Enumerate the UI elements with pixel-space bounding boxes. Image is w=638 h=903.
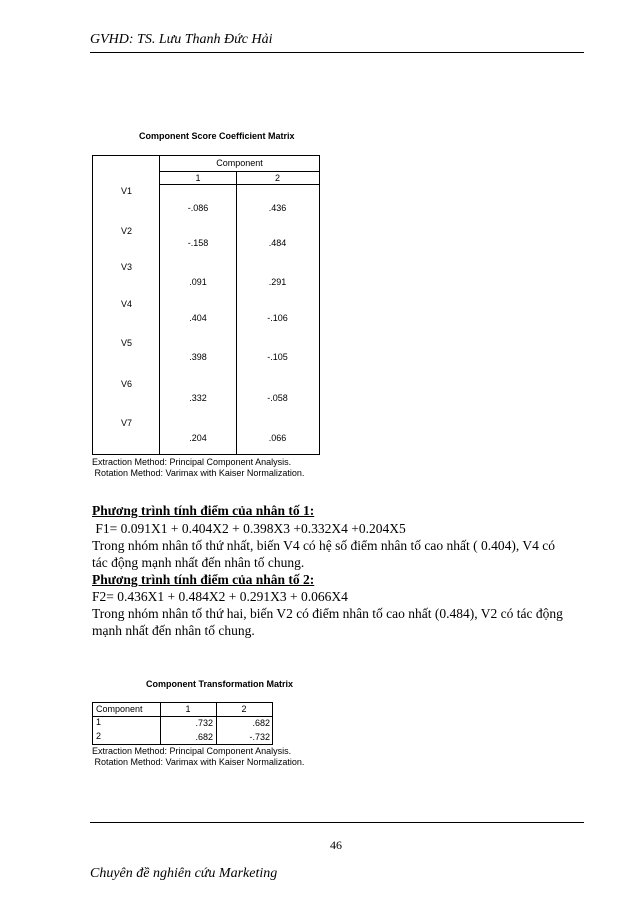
- score-cell: .091: [189, 277, 207, 287]
- paragraph-factor-2-line-1: Trong nhóm nhân tố thứ hai, biến V2 có điểm nhân tố cao nhất (0.484), V2 có tác động: [92, 606, 563, 621]
- score-cell: .484: [268, 238, 287, 248]
- score-row-label: V6: [121, 379, 133, 389]
- paragraph-factor-1-line-1: Trong nhóm nhân tố thứ nhất, biến V4 có hệ số điểm nhân tố cao nhất ( 0.404), V4 có: [92, 538, 556, 553]
- paragraph-factor-2-line-2: mạnh nhất đến nhân tố chung.: [92, 623, 255, 638]
- score-cell: .291: [268, 277, 287, 287]
- score-cell: .204: [189, 433, 207, 443]
- score-row-label: V7: [121, 418, 133, 428]
- score-matrix-col-1: 1: [160, 171, 236, 185]
- transform-cell: .682: [195, 732, 213, 742]
- transform-row-label: 1: [96, 717, 102, 727]
- score-row-label: V4: [121, 299, 133, 309]
- score-cell: .398: [189, 352, 207, 362]
- heading-factor-1: Phương trình tính điểm của nhân tố 1:: [92, 503, 315, 518]
- score-cell: -.106: [267, 313, 288, 323]
- transform-header-col-2: 2: [241, 704, 247, 714]
- header-text: GVHD: TS. Lưu Thanh Đức Hải: [90, 32, 273, 47]
- score-row-label: V3: [121, 262, 133, 272]
- transform-matrix-title: Component Transformation Matrix: [146, 679, 294, 689]
- header-rule: [90, 52, 584, 53]
- score-cell: -.105: [267, 352, 288, 362]
- heading-factor-2: Phương trình tính điểm của nhân tố 2:: [92, 572, 315, 587]
- score-matrix-title: Component Score Coefficient Matrix: [139, 131, 295, 141]
- score-matrix-note-rotation: Rotation Method: Varimax with Kaiser Normalization.: [92, 468, 305, 478]
- footer-rule: [90, 822, 584, 823]
- transform-cell: .732: [195, 718, 213, 728]
- transform-header-col-1: 1: [185, 704, 191, 714]
- footer-text: Chuyên đề nghiên cứu Marketing: [90, 866, 278, 881]
- transform-matrix-note-extraction: Extraction Method: Principal Component Analysis.: [92, 746, 292, 756]
- formula-factor-1: F1= 0.091X1 + 0.404X2 + 0.398X3 +0.332X4 +0.204X5: [92, 521, 406, 536]
- score-cell: -.058: [267, 393, 288, 403]
- score-matrix-table: [92, 155, 320, 455]
- score-matrix-col-2: 2: [236, 171, 319, 185]
- score-matrix-component-header: Component: [160, 156, 319, 172]
- score-row-label: V5: [121, 338, 133, 348]
- transform-header-component: Component: [96, 704, 143, 714]
- score-cell: .404: [189, 313, 207, 323]
- page-number: 46: [330, 838, 342, 852]
- paragraph-factor-1-line-2: tác động mạnh nhất đến nhân tố chung.: [92, 555, 305, 570]
- transform-cell: -.732: [249, 732, 270, 742]
- score-cell: -.086: [187, 203, 209, 213]
- transform-cell: .682: [252, 718, 270, 728]
- transform-matrix-table: [92, 702, 273, 745]
- formula-factor-2: F2= 0.436X1 + 0.484X2 + 0.291X3 + 0.066X4: [92, 589, 348, 604]
- score-cell: .436: [268, 203, 287, 213]
- page-header: [90, 30, 584, 48]
- score-cell: .332: [189, 393, 207, 403]
- score-matrix-note-extraction: Extraction Method: Principal Component Analysis.: [92, 457, 292, 467]
- transform-matrix-note-rotation: Rotation Method: Varimax with Kaiser Normalization.: [92, 757, 305, 767]
- transform-row-label: 2: [96, 731, 102, 741]
- score-cell: .066: [268, 433, 287, 443]
- score-row-label: V1: [121, 186, 133, 196]
- score-cell: -.158: [187, 238, 209, 248]
- score-row-label: V2: [121, 226, 133, 236]
